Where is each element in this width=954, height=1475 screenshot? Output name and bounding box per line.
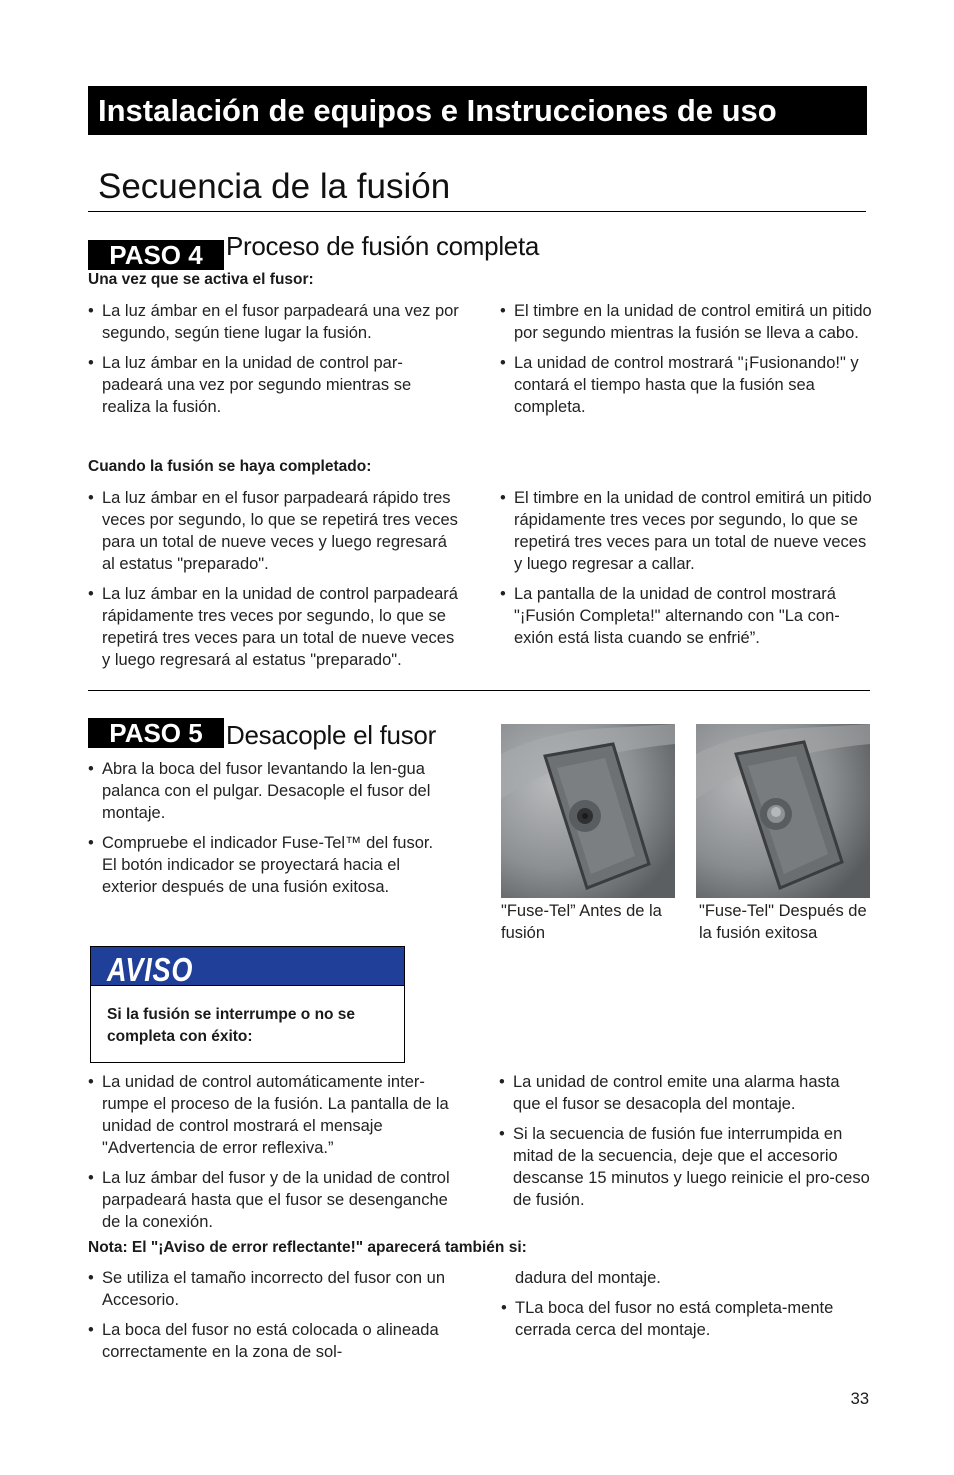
- step-5-title: Desacople el fusor: [226, 720, 436, 750]
- list-item: • Si la secuencia de fusión fue interrumpida en mitad de la secuencia, deje que el accesorio descanse 15 minutos y luego reinicie el pro-ceso de fusión.: [499, 1123, 871, 1211]
- page-number: 33: [850, 1390, 869, 1408]
- caption-after: "Fuse-Tel" Después de la fusión exitosa: [699, 902, 867, 942]
- step-4-badge: PASO 4: [88, 240, 224, 270]
- list-item: • El timbre en la unidad de control emitirá un pitido por segundo mientras la fusión se lleva a cabo.: [500, 300, 872, 344]
- list-item: • El timbre en la unidad de control emitirá un pitido rápidamente tres veces por segundo, lo que se repetirá tres veces para un total de nueve veces y luego regresar a callar.: [500, 487, 872, 575]
- step-4-subheading-active: Una vez que se activa el fusor:: [88, 271, 314, 288]
- step-4-complete-right-list: [500, 487, 872, 657]
- page-title: Secuencia de la fusión: [98, 167, 451, 206]
- list-item: • Compruebe el indicador Fuse-Tel™ del fusor. El botón indicador se proyectará hacia el exterior después de una fusión exitosa.: [88, 832, 448, 898]
- warning-box: [90, 946, 405, 1063]
- warning-left-list: [88, 1071, 460, 1241]
- warning-header: [91, 947, 404, 986]
- note-heading: Nota: El "¡Aviso de error reflectante!" aparecerá también si:: [88, 1239, 527, 1256]
- step-4-title: Proceso de fusión completa: [226, 231, 540, 261]
- fuse-tel-after-photo: [696, 724, 870, 898]
- note-right-list: [501, 1297, 873, 1349]
- step-4-active-right-list: [500, 300, 872, 426]
- list-item: • Se utiliza el tamaño incorrecto del fusor con un Accesorio.: [88, 1267, 448, 1311]
- list-item: • La unidad de control mostrará "¡Fusionando!" y contará el tiempo hasta que la fusión sea completa.: [500, 352, 872, 418]
- step-5-badge: PASO 5: [88, 718, 224, 748]
- step-5-list: [88, 758, 448, 906]
- title-divider: [88, 211, 866, 212]
- warning-label: AVISO: [107, 951, 194, 988]
- fuse-tel-before-photo: [501, 724, 675, 898]
- list-item: • TLa boca del fusor no está completa-mente cerrada cerca del montaje.: [501, 1297, 873, 1341]
- list-item: • La boca del fusor no está colocada o alineada correctamente en la zona de sol-: [88, 1319, 448, 1363]
- list-item: • Abra la boca del fusor levantando la len-gua palanca con el pulgar. Desacople el fusor del montaje.: [88, 758, 448, 824]
- list-item: • La luz ámbar en el fusor parpadeará rápido tres veces por segundo, lo que se repetirá tres veces para un total de nueve veces y luego regresará al estatus "preparado".: [88, 487, 460, 575]
- list-item: • La unidad de control automáticamente inter-rumpe el proceso de la fusión. La pantalla de la unidad de control mostrará el mensaje "Advertencia de error reflexiva.”: [88, 1071, 460, 1159]
- warning-right-list: [499, 1071, 871, 1219]
- step-4-subheading-complete: Cuando la fusión se haya completado:: [88, 458, 372, 475]
- note-continued-text: dadura del montaje.: [515, 1269, 661, 1287]
- section-banner: Instalación de equipos e Instrucciones de uso: [88, 86, 867, 135]
- list-item: • La pantalla de la unidad de control mostrará "¡Fusión Completa!" alternando con "La con-exión está lista cuando se enfrié”.: [500, 583, 872, 649]
- note-left-list: [88, 1267, 448, 1371]
- step-divider: [88, 690, 870, 691]
- list-item: • La luz ámbar en el fusor parpadeará una vez por segundo, según tiene lugar la fusión.: [88, 300, 460, 344]
- list-item: • La unidad de control emite una alarma hasta que el fusor se desacopla del montaje.: [499, 1071, 871, 1115]
- list-item: • La luz ámbar del fusor y de la unidad de control parpadeará hasta que el fusor se desenganche de la conexión.: [88, 1167, 460, 1233]
- list-item: • La luz ámbar en la unidad de control parpadeará rápidamente tres veces por segundo, lo que se repetirá tres veces para un total de nueve veces y luego regresará al estatus "preparado".: [88, 583, 460, 671]
- caption-before: "Fuse-Tel” Antes de la fusión: [501, 902, 662, 942]
- list-item: • La luz ámbar en la unidad de control par-padeará una vez por segundo mientras se realiza la fusión.: [88, 352, 460, 418]
- warning-text: Si la fusión se interrumpe o no se completa con éxito:: [107, 1006, 356, 1045]
- step-4-complete-left-list: [88, 487, 460, 679]
- step-4-active-left-list: [88, 300, 460, 426]
